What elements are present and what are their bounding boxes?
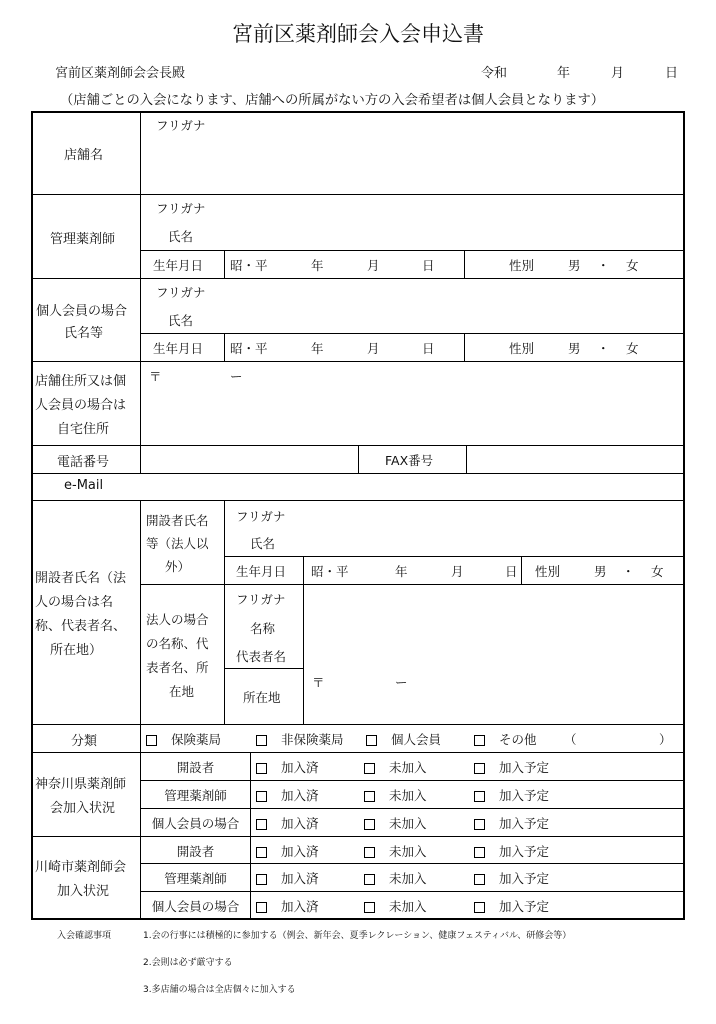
kanagawa-founder-planned[interactable] [474, 758, 549, 776]
manager-month-label: 月 [367, 258, 380, 273]
kawasaki-founder-not-joined[interactable] [364, 842, 427, 860]
checkbox-icon [256, 791, 267, 802]
manager-name-field[interactable] [220, 196, 683, 249]
manager-furigana-label: フリガナ [156, 201, 206, 216]
founder-birthdate-label: 生年月日 [236, 564, 287, 579]
option-label: 加入予定 [499, 871, 550, 886]
kanagawa-individual-planned[interactable] [474, 814, 549, 832]
kanagawa-label-line2: 会加入状況 [50, 801, 116, 816]
individual-year-label: 年 [311, 341, 324, 356]
store-name-label: 店舗名 [64, 148, 104, 163]
category-non-insured-label: 非保険薬局 [281, 732, 344, 747]
checkbox-icon [474, 902, 485, 913]
row-divider [31, 473, 685, 474]
option-label: 未加入 [389, 816, 427, 831]
kawasaki-founder-planned[interactable] [474, 842, 549, 860]
row-divider [140, 863, 685, 864]
checkbox-icon [256, 874, 267, 885]
kawasaki-founder-role: 開設者 [176, 844, 215, 859]
row-divider [31, 724, 685, 725]
category-other-field[interactable] [580, 728, 655, 748]
checkbox-icon [364, 819, 375, 830]
email-label: e-Mail [64, 478, 104, 493]
founder-female-option[interactable]: 女 [651, 564, 664, 579]
category-insured-label: 保険薬局 [171, 732, 222, 747]
postal-mark: 〒 [149, 369, 162, 384]
manager-male-option[interactable]: 男 [568, 258, 581, 273]
kawasaki-manager-planned[interactable] [474, 869, 549, 887]
paren-close: ） [659, 732, 672, 747]
founder-label-line2: 人の場合は名 [35, 595, 114, 610]
checkbox-icon [364, 763, 375, 774]
kanagawa-label-line1: 神奈川県薬剤師 [35, 777, 127, 792]
category-individual-option[interactable] [366, 730, 441, 748]
col-divider [303, 556, 304, 584]
checkbox-icon [256, 735, 267, 746]
founder-label-line4: 所在地） [50, 643, 103, 658]
separator-dot: ・ [622, 564, 635, 579]
kanagawa-manager-role: 管理薬剤師 [164, 788, 227, 803]
kawasaki-label-line2: 加入状況 [57, 884, 110, 899]
individual-label-line2: 氏名等 [64, 326, 104, 341]
kanagawa-manager-planned[interactable] [474, 786, 549, 804]
founder-day-label: 日 [505, 564, 518, 579]
manager-name-label: 氏名 [168, 229, 194, 244]
corp-label-line2: の名称、代 [146, 636, 209, 651]
corp-furigana-label: フリガナ [236, 592, 286, 607]
row-divider [140, 584, 685, 585]
date-era: 令和 [481, 66, 508, 81]
col-divider [464, 250, 465, 278]
kawasaki-founder-joined[interactable] [256, 842, 319, 860]
fax-field[interactable] [468, 447, 683, 472]
location-label: 所在地 [243, 690, 281, 705]
individual-name-field[interactable] [220, 280, 683, 332]
checkbox-icon [474, 735, 485, 746]
individual-furigana-label: フリガナ [156, 285, 206, 300]
option-label: 未加入 [389, 871, 427, 886]
checkbox-icon [474, 847, 485, 858]
row-divider [31, 194, 685, 195]
store-furigana-label: フリガナ [156, 118, 206, 133]
founder-ind-label-line1: 開設者氏名 [146, 513, 209, 528]
address-field[interactable] [142, 363, 683, 444]
row-divider [225, 556, 685, 557]
option-label: 加入予定 [499, 760, 550, 775]
separator-dot: ・ [597, 258, 610, 273]
individual-name-label: 氏名 [168, 313, 194, 328]
option-label: 加入済 [281, 899, 319, 914]
category-label: 分類 [71, 734, 98, 749]
founder-gender-label: 性別 [535, 564, 561, 579]
checkbox-icon [474, 874, 485, 885]
checkbox-icon [256, 847, 267, 858]
category-other-option[interactable] [474, 730, 537, 748]
col-divider [224, 250, 225, 278]
corp-label-line3: 表者名、所 [146, 660, 209, 675]
manager-year-label: 年 [311, 258, 324, 273]
individual-label-line1: 個人会員の場合 [36, 304, 128, 319]
checkbox-icon [364, 791, 375, 802]
representative-label: 代表者名 [236, 649, 287, 664]
date-day: 日 [665, 66, 679, 81]
checkbox-icon [146, 735, 157, 746]
col-divider [464, 333, 465, 361]
checkbox-icon [364, 847, 375, 858]
category-non-insured-option[interactable] [256, 730, 344, 748]
paren-open: （ [564, 732, 577, 747]
address-label-line1: 店舗住所又は個 [35, 374, 127, 389]
checkbox-icon [366, 735, 377, 746]
checkbox-icon [364, 874, 375, 885]
individual-day-label: 日 [422, 341, 435, 356]
founder-ind-label-line2: 等（法人以 [146, 536, 209, 551]
address-label-line3: 自宅住所 [57, 422, 110, 437]
category-individual-label: 個人会員 [391, 732, 442, 747]
checkbox-icon [364, 902, 375, 913]
checkbox-icon [256, 819, 267, 830]
date-month: 月 [611, 66, 625, 81]
checkbox-icon [474, 819, 485, 830]
kanagawa-individual-not-joined[interactable] [364, 814, 427, 832]
addressee: 宮前区薬剤師会会長殿 [55, 66, 186, 81]
col-divider [466, 445, 467, 473]
corp-label-line1: 法人の場合 [146, 612, 209, 627]
row-divider [31, 752, 685, 753]
confirmation-item: 1.会の行事には積極的に参加する（例会、新年会、夏季レクレーション、健康フェスティバル、研修会等） [143, 931, 572, 941]
founder-ind-label-line3: 外） [165, 559, 191, 574]
option-label: 加入済 [281, 871, 319, 886]
row-divider [140, 891, 685, 892]
col-divider [224, 333, 225, 361]
founder-label-line1: 開設者氏名（法 [35, 571, 127, 586]
founder-year-label: 年 [395, 564, 408, 579]
option-label: 加入予定 [499, 844, 550, 859]
col-divider [250, 752, 251, 920]
option-label: 加入済 [281, 788, 319, 803]
kawasaki-individual-role: 個人会員の場合 [151, 899, 240, 914]
individual-male-option[interactable]: 男 [568, 341, 581, 356]
option-label: 加入予定 [499, 899, 550, 914]
kawasaki-manager-joined[interactable] [256, 869, 319, 887]
confirmation-heading: 入会確認事項 [57, 931, 112, 941]
kanagawa-individual-joined[interactable] [256, 814, 319, 832]
corp-label-line4: 在地 [169, 684, 195, 699]
col-divider [140, 111, 141, 473]
kawasaki-manager-role: 管理薬剤師 [164, 871, 227, 886]
individual-era-label: 昭・平 [230, 341, 268, 356]
option-label: 加入済 [281, 760, 319, 775]
manager-birthdate-label: 生年月日 [153, 258, 204, 273]
separator-dot: ・ [597, 341, 610, 356]
category-insured-option[interactable] [146, 730, 221, 748]
founder-name-field[interactable] [300, 502, 683, 555]
manager-day-label: 日 [422, 258, 435, 273]
date-year: 年 [557, 66, 571, 81]
col-divider [521, 556, 522, 584]
page-title: 宮前区薬剤師会入会申込書 [232, 22, 484, 46]
founder-label-line3: 称、代表者名、 [35, 619, 127, 634]
individual-gender-label: 性別 [509, 341, 535, 356]
corp-name-field[interactable] [305, 586, 683, 667]
row-divider [140, 780, 685, 781]
row-divider [31, 361, 685, 362]
option-label: 未加入 [389, 760, 427, 775]
kanagawa-individual-role: 個人会員の場合 [151, 816, 240, 831]
row-divider [140, 808, 685, 809]
individual-month-label: 月 [367, 341, 380, 356]
founder-furigana-label: フリガナ [236, 509, 286, 524]
checkbox-icon [474, 763, 485, 774]
kanagawa-founder-role: 開設者 [176, 760, 215, 775]
col-divider [358, 445, 359, 473]
email-field[interactable] [142, 475, 683, 499]
manager-female-option[interactable]: 女 [626, 258, 639, 273]
fax-label: FAX番号 [385, 453, 434, 468]
manager-label: 管理薬剤師 [50, 232, 116, 247]
row-divider [140, 250, 685, 251]
manager-gender-label: 性別 [509, 258, 535, 273]
option-label: 未加入 [389, 844, 427, 859]
row-divider [31, 836, 685, 837]
kanagawa-manager-joined[interactable] [256, 786, 319, 804]
kawasaki-manager-not-joined[interactable] [364, 869, 427, 887]
kanagawa-founder-not-joined[interactable] [364, 758, 427, 776]
checkbox-icon [474, 791, 485, 802]
option-label: 加入予定 [499, 788, 550, 803]
location-postal-mark: 〒 [312, 675, 325, 690]
option-label: 加入済 [281, 844, 319, 859]
row-divider [140, 333, 685, 334]
location-postal-dash: ー [395, 675, 408, 690]
row-divider [31, 278, 685, 279]
confirmation-item: 2.会則は必ず厳守する [143, 958, 233, 968]
checkbox-icon [256, 763, 267, 774]
address-label-line2: 人会員の場合は [35, 398, 127, 413]
phone-label: 電話番号 [57, 455, 110, 470]
checkbox-icon [256, 902, 267, 913]
founder-era-label: 昭・平 [311, 564, 349, 579]
corp-name-label: 名称 [250, 621, 276, 636]
kawasaki-label-line1: 川崎市薬剤師会 [35, 860, 127, 875]
individual-birthdate-label: 生年月日 [153, 341, 204, 356]
category-other-label: その他 [499, 732, 537, 747]
founder-name-label: 氏名 [250, 536, 276, 551]
option-label: 加入予定 [499, 816, 550, 831]
option-label: 未加入 [389, 899, 427, 914]
founder-month-label: 月 [451, 564, 464, 579]
col-divider [224, 500, 225, 724]
postal-dash: ー [230, 369, 243, 384]
manager-era-label: 昭・平 [230, 258, 268, 273]
kanagawa-founder-joined[interactable] [256, 758, 319, 776]
row-divider [31, 500, 685, 501]
option-label: 未加入 [389, 788, 427, 803]
individual-female-option[interactable]: 女 [626, 341, 639, 356]
option-label: 加入済 [281, 816, 319, 831]
notice-text: （店舗ごとの入会になります、店舗への所属がない方の入会希望者は個人会員となります） [60, 93, 605, 108]
store-name-field[interactable] [142, 133, 683, 193]
kawasaki-individual-planned[interactable] [474, 897, 549, 915]
location-field[interactable] [305, 669, 683, 723]
col-divider [303, 584, 304, 724]
phone-field[interactable] [142, 447, 357, 472]
kawasaki-individual-joined[interactable] [256, 897, 319, 915]
kanagawa-manager-not-joined[interactable] [364, 786, 427, 804]
founder-male-option[interactable]: 男 [594, 564, 607, 579]
confirmation-item: 3.多店舗の場合は全店個々に加入する [143, 985, 296, 995]
row-divider [225, 668, 303, 669]
kawasaki-individual-not-joined[interactable] [364, 897, 427, 915]
